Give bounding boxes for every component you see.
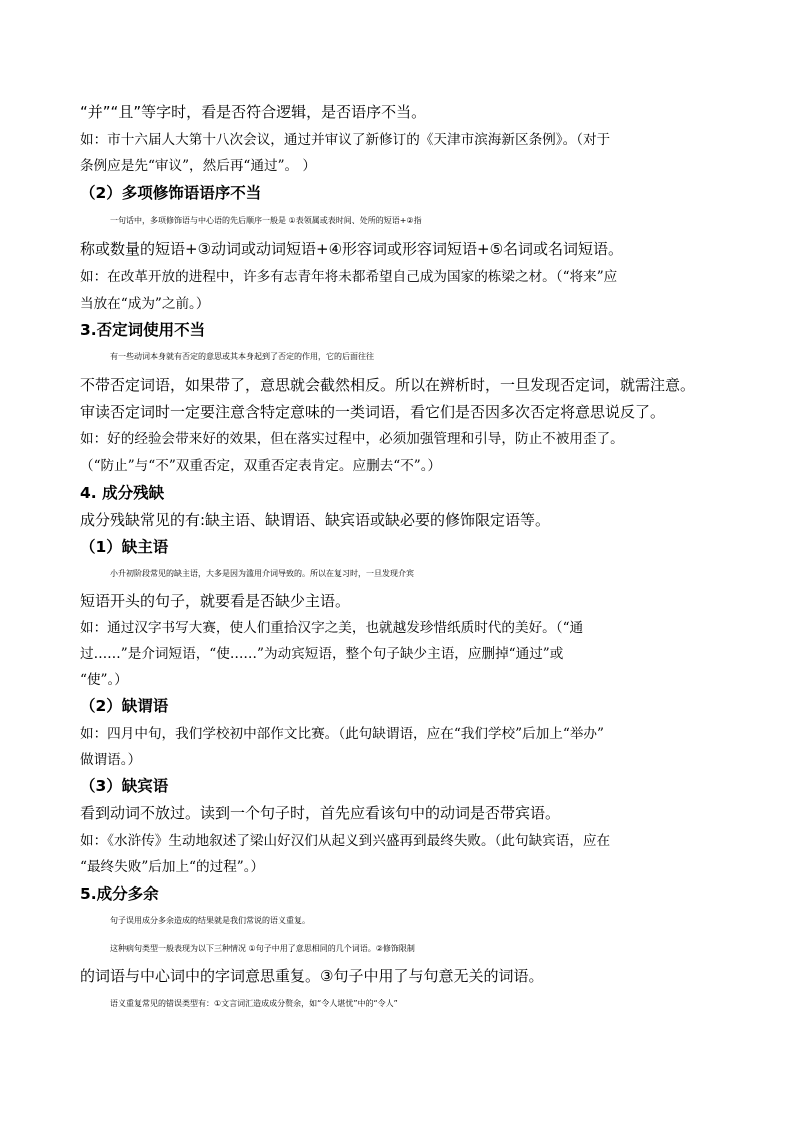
example-line: 如：四月中旬，我们学校初中部作文比赛。（此句缺谓语，应在“我们学校”后加上“举办”	[80, 726, 604, 742]
example-line: 如：在改革开放的进程中，许多有志青年将未都希望自己成为国家的栋梁之材。（“将来”应	[80, 269, 618, 285]
example-line: “最终失败”后加上“的过程”。）	[80, 859, 265, 875]
body-line: 审读否定词时一定要注意含特定意味的一类词语，看它们是否因多次否定将意思说反了。	[80, 403, 666, 421]
body-line: 句子误用成分多余造成的结果就是我们常说的语义重复。	[110, 916, 310, 925]
example-line: 如：《水浒传》生动地叙述了梁山好汉们从起义到兴盛再到最终失败。（此句缺宾语，应在	[80, 833, 611, 849]
body-line: 的词语与中心词中的字词意思重复。③句子中用了与句意无关的词语。	[80, 967, 544, 985]
example-line: “使”。）	[80, 672, 128, 688]
example-line: （“防止”与“不”双重否定，双重否定表肯定。应删去“不”。）	[80, 458, 442, 474]
example-line: 当放在“成为”之前。）	[80, 296, 210, 312]
body-line: “并”“且”等字时，看是否符合逻辑，是否语序不当。	[80, 103, 427, 121]
example-line: 过……”是介词短语，“使……”为动宾短语，整个句子缺少主语，应删掉“通过”或	[80, 646, 564, 662]
body-line: 短语开头的句子，就要看是否缺少主语。	[80, 592, 351, 610]
body-line: 语义重复常见的错误类型有：①文言词汇造成成分赘余，如“令人堪忧”中的“令人”	[110, 999, 398, 1008]
example-line: 如：通过汉字书写大赛，使人们重拾汉字之美，也就越发珍惜纸质时代的美好。（“通	[80, 620, 584, 636]
heading-redundant-component: 5.成分多余	[80, 885, 159, 903]
subheading-missing-object: （3）缺宾语	[80, 777, 169, 795]
example-line: 如：好的经验会带来好的效果，但在落实过程中，必须加强管理和引导，防止不被用歪了。	[80, 431, 624, 447]
body-line: 一句话中，多项修饰语与中心语的先后顺序一般是 ①表领属或表时间、处所的短语+②指	[110, 216, 422, 225]
body-line: 不带否定词语，如果带了，意思就会截然相反。所以在辨析时，一旦发现否定词，就需注意。	[80, 376, 696, 394]
example-line: 条例应是先“审议”，然后再“通过”。 ）	[80, 158, 317, 174]
subheading-missing-predicate: （2）缺谓语	[80, 697, 169, 715]
body-line: 看到动词不放过。读到一个句子时，首先应看该句中的动词是否带宾语。	[80, 804, 561, 822]
example-line: 做谓语。）	[80, 752, 142, 768]
heading-missing-component: 4. 成分残缺	[80, 484, 165, 502]
subheading-word-order: （2）多项修饰语语序不当	[80, 184, 262, 202]
body-line: 有一些动词本身就有否定的意思或其本身起到了否定的作用，它的后面往往	[110, 352, 374, 361]
body-line: 小升初阶段常见的缺主语，大多是因为滥用介词导致的。所以在复习时，一旦发现介宾	[110, 569, 414, 578]
subheading-missing-subject: （1）缺主语	[80, 538, 169, 556]
example-line: 如：市十六届人大第十八次会议，通过并审议了新修订的《天津市滨海新区条例》。（对于	[80, 132, 611, 148]
heading-negation: 3.否定词使用不当	[80, 321, 206, 339]
body-line: 成分残缺常见的有:缺主语、缺谓语、缺宾语或缺必要的修饰限定语等。	[80, 511, 551, 529]
body-line: 这种病句类型一般表现为以下三种情况 ①句子中用了意思相同的几个词语。②修饰限制	[110, 944, 415, 953]
body-line: 称或数量的短语+③动词或动词短语+④形容词或形容词短语+⑤名词或名词短语。	[80, 240, 624, 258]
